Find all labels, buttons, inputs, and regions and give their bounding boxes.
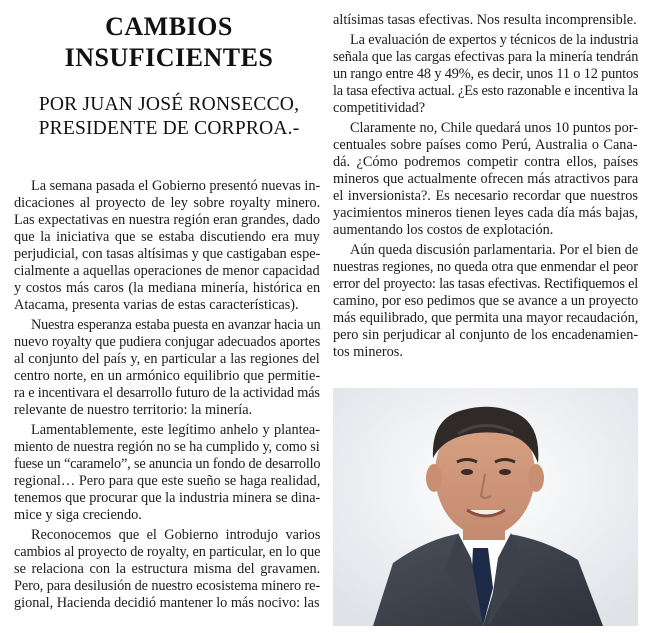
text-line: y costos más caros (la mediana minería, histórica en: [14, 280, 321, 296]
text-line: Las expectativas en nuestra región eran grandes, dado: [14, 212, 321, 228]
text-line: el inversionista?. Es necesario recordar que nuestros: [333, 188, 638, 204]
paragraph: [333, 120, 638, 239]
paragraph: [333, 32, 638, 117]
text-line: al conjunto del país y, en particular a las regiones del: [14, 351, 320, 367]
text-line: un rango entre 48 y 49%, es decir, unos 11 o 12 puntos: [333, 66, 639, 82]
text-line: Lamentablemente, este legítimo anhelo y plantea-: [31, 422, 321, 438]
text-line: perjudicial, con tasas altísimas y que castigaban espe-: [14, 246, 321, 262]
author-portrait-photo: [333, 388, 638, 626]
text-line: Nuestra esperanza estaba puesta en avanzar hacia un: [31, 317, 321, 333]
text-line: Claramente no, Chile quedará unos 10 puntos por-: [350, 120, 638, 136]
text-line: centuales sobre países como Perú, Australia o Cana-: [333, 137, 638, 153]
text-line: Aún queda discusión parlamentaria. Por el bien de: [350, 242, 639, 258]
text-line: Atacama, presenta varias de estas características).: [14, 297, 299, 313]
text-line: cambios al proyecto de royalty, en particular, en lo que: [14, 544, 321, 560]
text-line: mineros que actualmente ofrecen más atractivos para: [333, 171, 639, 187]
text-line: fuese un “caramelo”, se anuncia un fondo de desarrollo: [14, 456, 321, 472]
byline-line: PRESIDENTE DE CORPROA.-: [38, 118, 300, 139]
text-line: señala que las cargas efectivas para la minería tendrán: [333, 49, 639, 65]
text-line: competitividad?: [333, 100, 426, 116]
text-line: relevante de nuestro territorio: la minería.: [14, 402, 253, 418]
text-line: Reconocemos que el Gobierno introdujo varios: [31, 527, 321, 543]
article-title: [14, 11, 324, 73]
text-line: centro norte, en un armónico equilibrio que permitie-: [14, 368, 321, 384]
text-line: La semana pasada el Gobierno presentó nuevas in-: [31, 178, 321, 194]
text-line: miento de nuestra región no se ha cumplido y, como si: [14, 439, 320, 455]
text-line: La evaluación de expertos y técnicos de la industria: [350, 32, 639, 48]
text-line: dicaciones al proyecto de ley sobre royalty minero.: [14, 195, 321, 211]
byline-line: POR JUAN JOSÉ RONSECCO,: [38, 94, 300, 115]
text-line: ra e incentivara el desarrollo futuro de la actividad más: [14, 385, 320, 401]
text-line: regional… Pero para que este sueño se haga realidad,: [14, 473, 321, 489]
text-line: dá. ¿Cómo podremos competir contra ellos, países: [333, 154, 639, 170]
text-line: yacimientos mineros tienen leyes cada día más bajas,: [333, 205, 639, 221]
title-line: CAMBIOS: [105, 12, 233, 41]
text-line: que la iniciativa que se estaba discutiendo era muy: [14, 229, 320, 245]
text-line: tenemos que procurar que la industria minera se dina-: [14, 490, 321, 506]
text-line: aumentando los costos de explotación.: [333, 222, 554, 238]
text-line: nuestras regiones, no queda otra que enmendar el peor: [333, 259, 638, 275]
text-line: error del proyecto: las tasas efectivas. Rectifiquemos el: [333, 276, 638, 292]
paragraph: [14, 178, 320, 314]
text-line: se relaciona con la estructura misma del gravamen.: [14, 561, 321, 577]
paragraph: [14, 422, 320, 524]
left-text-column: [14, 178, 320, 615]
paragraph: [14, 317, 320, 419]
text-line: altísimas tasas efectivas. Nos resulta incomprensible.: [333, 12, 637, 28]
text-line: más equilibrado, que permita una mayor recaudación,: [333, 310, 639, 326]
text-line: cialmente a aquellas operaciones de menor capacidad: [14, 263, 320, 279]
text-line: tos mineros.: [333, 344, 403, 360]
paragraph: [333, 12, 638, 29]
text-line: nuevo royalty que pudiera conjugar adecuados aportes: [14, 334, 321, 350]
text-line: camino, por eso pedimos que se avance a un proyecto: [333, 293, 639, 309]
paragraph: [14, 527, 320, 612]
portrait-illustration: [333, 388, 638, 626]
right-text-column: [333, 12, 638, 364]
title-line: INSUFICIENTES: [64, 43, 274, 72]
author-byline: [14, 93, 324, 141]
paragraph: [333, 242, 638, 361]
text-line: Pero, para desilusión de nuestro ecosistema minero re-: [14, 578, 321, 594]
text-line: pero sin perjudicar al conjunto de los encadenamien-: [333, 327, 639, 343]
text-line: mice y siga creciendo.: [14, 507, 142, 523]
text-line: gional, Hacienda decidió mantener lo más nocivo: las: [14, 595, 320, 611]
text-line: la tasa efectiva actual. ¿Es esto razonable e incentiva la: [333, 83, 638, 99]
